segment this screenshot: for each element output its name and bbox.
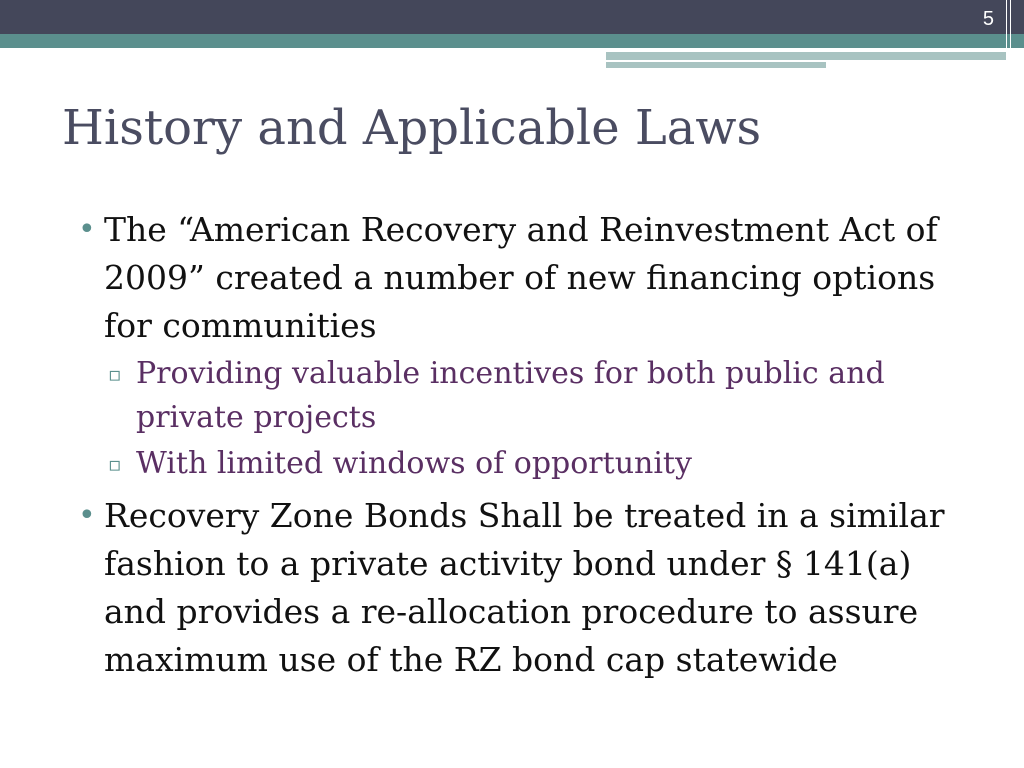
- sub-bullet-text: Providing valuable incentives for both public and private projects: [136, 356, 885, 435]
- header-teal-band: [0, 34, 1024, 48]
- sub-bullet-item: [78, 442, 958, 486]
- bullet-dot-icon: •: [78, 212, 96, 247]
- bullet-dot-icon: •: [78, 498, 96, 533]
- header-divider: [0, 48, 1024, 50]
- square-bullet-icon: ▫: [108, 452, 122, 476]
- slide-title: History and Applicable Laws: [62, 100, 762, 156]
- bullet-item: [78, 206, 958, 350]
- sub-bullet-item: [78, 352, 958, 440]
- bullet-text: Recovery Zone Bonds Shall be treated in a similar fashion to a private activity bond under § 141(a) and provides a re-allocation procedure to assure maximum use of the RZ bond cap statewide: [104, 496, 945, 679]
- header-accent-stripe-short: [606, 62, 826, 68]
- header-vertical-line: [1006, 0, 1007, 68]
- header-bar: [0, 0, 1024, 34]
- header-vertical-line-2: [1010, 0, 1011, 68]
- slide-number: 5: [982, 8, 994, 30]
- sub-bullet-text: With limited windows of opportunity: [136, 446, 692, 481]
- bullet-item: [78, 492, 958, 684]
- slide-content: [78, 206, 958, 684]
- header-accent-stripe: [606, 52, 1006, 60]
- square-bullet-icon: ▫: [108, 362, 122, 386]
- bullet-text: The “American Recovery and Reinvestment Act of 2009” created a number of new financing options for communities: [104, 210, 938, 345]
